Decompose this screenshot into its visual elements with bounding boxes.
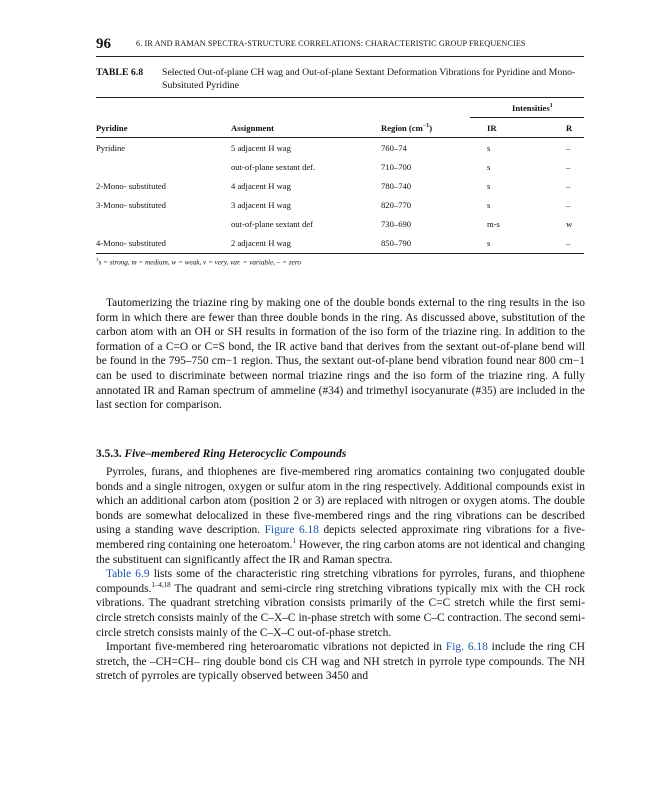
table-header-rule — [96, 137, 584, 138]
intensities-rule — [470, 117, 584, 118]
table-caption-text: Selected Out-of-plane CH wag and Out-of-plane Sextant Deformation Vibrations for Pyridine and Mono-Subsituted Pyridine — [162, 67, 576, 91]
citation-sup: 1 — [292, 537, 296, 546]
body-paragraph-1 — [96, 296, 585, 413]
fig-6-18-link[interactable]: Fig. 6.18 — [445, 641, 488, 654]
citation-sup-2: 1–4,18 — [151, 580, 171, 589]
cell-r-row3: – — [566, 181, 571, 191]
table-label: TABLE 6.8 — [96, 67, 144, 78]
region-header-text: Region (cm — [381, 123, 423, 133]
cell-region-row4: 820–770 — [381, 200, 412, 210]
column-header-region — [381, 123, 432, 133]
paragraph-important-text-b: include the ring CH stretch, the –CH=CH– ring double bond cis CH wag and NH stretch in pyrrole type compounds. The NH stretch of pyrroles are typically observed between 3450 and — [96, 641, 585, 683]
cell-ir-row1: s — [487, 143, 491, 153]
intensities-header — [512, 103, 553, 113]
paragraph-pyrroles-text-b: depicts selected approximate ring vibrations for a five-membered ring containing one heteroatom. — [96, 524, 585, 551]
cell-r-row4: – — [566, 200, 571, 210]
cell-region-row1: 760–74 — [381, 143, 407, 153]
column-header-r: R — [566, 123, 573, 133]
column-header-assignment: Assignment — [231, 123, 274, 133]
running-head: 6. IR AND RAMAN SPECTRA-STRUCTURE CORRELATIONS: CHARACTERISTIC GROUP FREQUENCIES — [136, 39, 526, 48]
page-header — [96, 36, 584, 57]
cell-pyridine-row6: 4-Mono- substituted — [96, 238, 166, 248]
paragraph-table-6-9 — [96, 567, 585, 640]
intensities-label: Intensities — [512, 103, 550, 113]
cell-pyridine-row4: 3-Mono- substituted — [96, 200, 166, 210]
paragraph-important — [96, 640, 585, 684]
intensities-note-mark: 1 — [549, 103, 553, 110]
cell-ir-row5: m-s — [487, 219, 500, 229]
column-header-ir: IR — [487, 123, 497, 133]
footnote-mark: 1 — [96, 258, 99, 263]
cell-ir-row6: s — [487, 238, 491, 248]
section-title: Five–membered Ring Heterocyclic Compounds — [124, 448, 347, 460]
footnote-text: s = strong, m = medium, w = weak, v = very, var. = variable, – = zero — [98, 258, 301, 267]
cell-ir-row2: s — [487, 162, 491, 172]
cell-region-row3: 780–740 — [381, 181, 412, 191]
cell-pyridine-row1: Pyridine — [96, 143, 126, 153]
table-top-rule — [96, 97, 584, 98]
cell-region-row5: 730–690 — [381, 219, 412, 229]
paragraph-important-text-a: Important five-membered ring heteroaromatic vibrations not depicted in — [106, 641, 442, 654]
cell-assignment-row5: out-of-plane sextant def — [231, 219, 314, 229]
cell-r-row2: – — [566, 162, 571, 172]
column-header-pyridine: Pyridine — [96, 123, 128, 133]
cell-assignment-row3: 4 adjacent H wag — [231, 181, 291, 191]
page-number: 96 — [96, 36, 111, 52]
cell-assignment-row4: 3 adjacent H wag — [231, 200, 291, 210]
table-bottom-rule — [96, 253, 584, 254]
cell-ir-row4: s — [487, 200, 491, 210]
cell-ir-row3: s — [487, 181, 491, 191]
cell-r-row1: – — [566, 143, 571, 153]
section-heading — [96, 448, 346, 460]
paragraph-table-text-b: The quadrant and semi-circle ring stretching vibrations typically mix with the CH rock vibrations. The quadrant stretching vibration consists primarily of the C=C stretch while the first semi-circle stretch consists mainly of the C–X–C in-phase stretch with some C–C contraction. The second semi-circle stretch consists mainly of the C–X–C out-of-phase stretch. — [96, 582, 585, 639]
paragraph-pyrroles — [96, 465, 585, 567]
cell-assignment-row1: 5 adjacent H wag — [231, 143, 291, 153]
body-paragraphs-five-membered — [96, 465, 585, 684]
table-footnote — [96, 258, 301, 266]
region-unit-sup: −1 — [422, 123, 430, 130]
paragraph-triazine: Tautomerizing the triazine ring by making one of the double bonds external to the ring results in the iso form in which there are fewer than three double bonds in the ring. As discussed above, substitution of the carbon atom with an OH or SH results in formation of the iso form of the triazine ring. In addition to the formation of a C=O or C=S bond, the IR active band that derives from the sextant out-of-plane bend will be found in the 795–750 cm−1 region. Thus, the sextant out-of-plane bend vibration found near 800 cm−1 can be used to discriminate between normal triazine rings and the iso form of the triazine ring. A fully annotated IR and Raman spectrum of ammeline (#34) and trimethyl isocyanurate (#35) are included in the last section for comparison. — [96, 297, 585, 412]
cell-r-row5: w — [566, 219, 573, 229]
cell-assignment-row6: 2 adjacent H wag — [231, 238, 291, 248]
paragraph-pyrroles-text-c: However, the ring carbon atoms are not identical and changing the substituent can significantly affect the IR and Raman spectra. — [96, 538, 585, 566]
region-header-close: ) — [429, 123, 433, 133]
cell-pyridine-row3: 2-Mono- substituted — [96, 181, 166, 191]
cell-assignment-row2: out-of-plane sextant def. — [231, 162, 316, 172]
table-6-9-link[interactable]: Table 6.9 — [106, 568, 150, 581]
section-number: 3.5.3. — [96, 448, 122, 460]
paragraph-pyrroles-text-a: Pyrroles, furans, and thiophenes are five-membered ring aromatics containing two conjugated double bonds and a single nitrogen, oxygen or sulfur atom in the ring respectively. Additional compounds exist in which an additional carbon atom (position 2 or 3) are replaced with nitrogen or oxygen atoms. The double bonds are somewhat delocalized in these five-membered rings and the ring vibrations can be described using a standing wave description. — [96, 466, 585, 537]
cell-r-row6: – — [566, 238, 571, 248]
paragraph-table-text-a: lists some of the characteristic ring stretching vibrations for pyrroles, furans, and thiophene compounds. — [96, 568, 585, 595]
figure-6-18-link[interactable]: Figure 6.18 — [264, 524, 319, 537]
cell-region-row2: 710–700 — [381, 162, 412, 172]
cell-region-row6: 850–790 — [381, 238, 412, 248]
